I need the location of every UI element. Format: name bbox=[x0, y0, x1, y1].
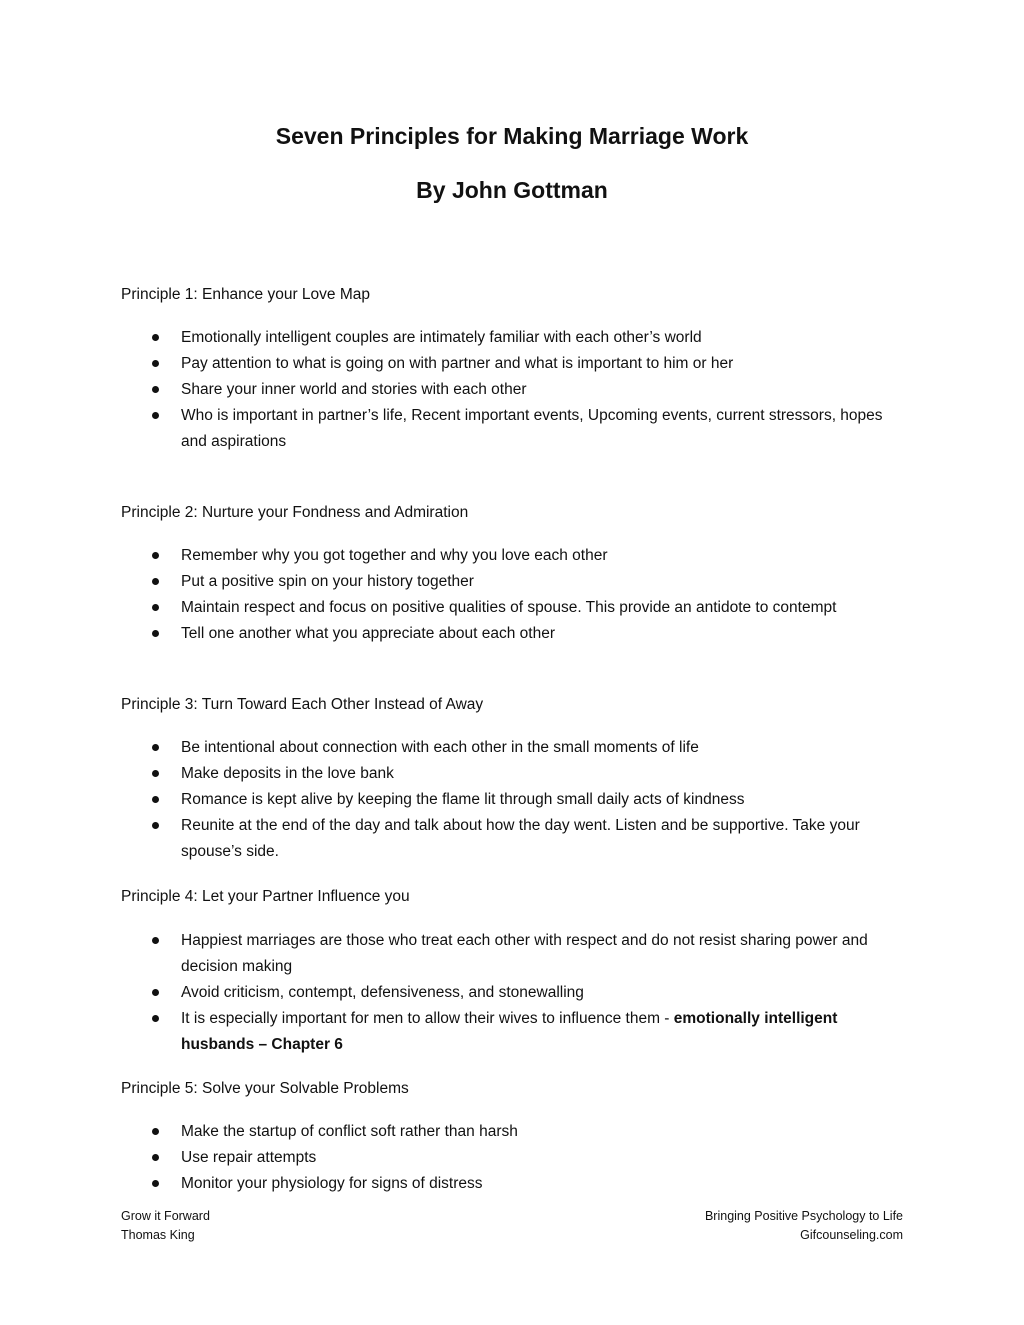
list-item: Romance is kept alive by keeping the flame lit through small daily acts of kindness bbox=[121, 787, 911, 813]
principle-3-heading: Principle 3: Turn Toward Each Other Instead of Away bbox=[121, 696, 484, 713]
footer-org-name: Grow it Forward bbox=[121, 1209, 210, 1223]
list-item: Who is important in partner’s life, Recent important events, Upcoming events, current stressors, hopes and aspirations bbox=[121, 403, 911, 455]
list-item: Monitor your physiology for signs of distress bbox=[121, 1171, 911, 1197]
document-title: Seven Principles for Making Marriage Work bbox=[275, 123, 749, 149]
list-item: Share your inner world and stories with each other bbox=[121, 377, 911, 403]
footer-tagline: Bringing Positive Psychology to Life bbox=[704, 1209, 903, 1223]
list-item: Tell one another what you appreciate about each other bbox=[121, 621, 911, 647]
emphasis-text: emotionally intelligent husbands – Chapter 6 bbox=[181, 1010, 838, 1053]
list-item: Make the startup of conflict soft rather than harsh bbox=[121, 1119, 911, 1145]
footer-right bbox=[705, 1207, 903, 1245]
footer-left bbox=[121, 1207, 210, 1245]
list-item: Be intentional about connection with each other in the small moments of life bbox=[121, 735, 911, 761]
principle-4-list bbox=[121, 928, 911, 1058]
list-item: Use repair attempts bbox=[121, 1145, 911, 1171]
principle-3-list bbox=[121, 735, 911, 865]
principle-2-heading: Principle 2: Nurture your Fondness and Admiration bbox=[121, 504, 469, 521]
principle-5-list bbox=[121, 1119, 911, 1197]
list-item: Make deposits in the love bank bbox=[121, 761, 911, 787]
list-item bbox=[121, 1006, 911, 1058]
principle-1-list bbox=[121, 325, 911, 455]
principle-4-heading: Principle 4: Let your Partner Influence you bbox=[121, 888, 410, 905]
footer-author-name: Thomas King bbox=[121, 1228, 195, 1242]
list-item: Put a positive spin on your history together bbox=[121, 569, 911, 595]
list-item: Maintain respect and focus on positive qualities of spouse. This provide an antidote to contempt bbox=[121, 595, 911, 621]
list-item: Reunite at the end of the day and talk about how the day went. Listen and be supportive. Take your spouse’s side. bbox=[121, 813, 911, 865]
list-item-text: It is especially important for men to allow their wives to influence them - bbox=[181, 1010, 674, 1027]
principle-1-heading: Principle 1: Enhance your Love Map bbox=[121, 286, 371, 303]
principle-2-list bbox=[121, 543, 911, 647]
footer-website: Gifcounseling.com bbox=[800, 1228, 903, 1242]
list-item: Pay attention to what is going on with partner and what is important to him or her bbox=[121, 351, 911, 377]
document-author: By John Gottman bbox=[416, 177, 608, 203]
list-item: Happiest marriages are those who treat each other with respect and do not resist sharing power and decision making bbox=[121, 928, 911, 980]
list-item: Emotionally intelligent couples are intimately familiar with each other’s world bbox=[121, 325, 911, 351]
list-item: Avoid criticism, contempt, defensiveness, and stonewalling bbox=[121, 980, 911, 1006]
principle-5-heading: Principle 5: Solve your Solvable Problems bbox=[121, 1080, 409, 1097]
list-item: Remember why you got together and why you love each other bbox=[121, 543, 911, 569]
